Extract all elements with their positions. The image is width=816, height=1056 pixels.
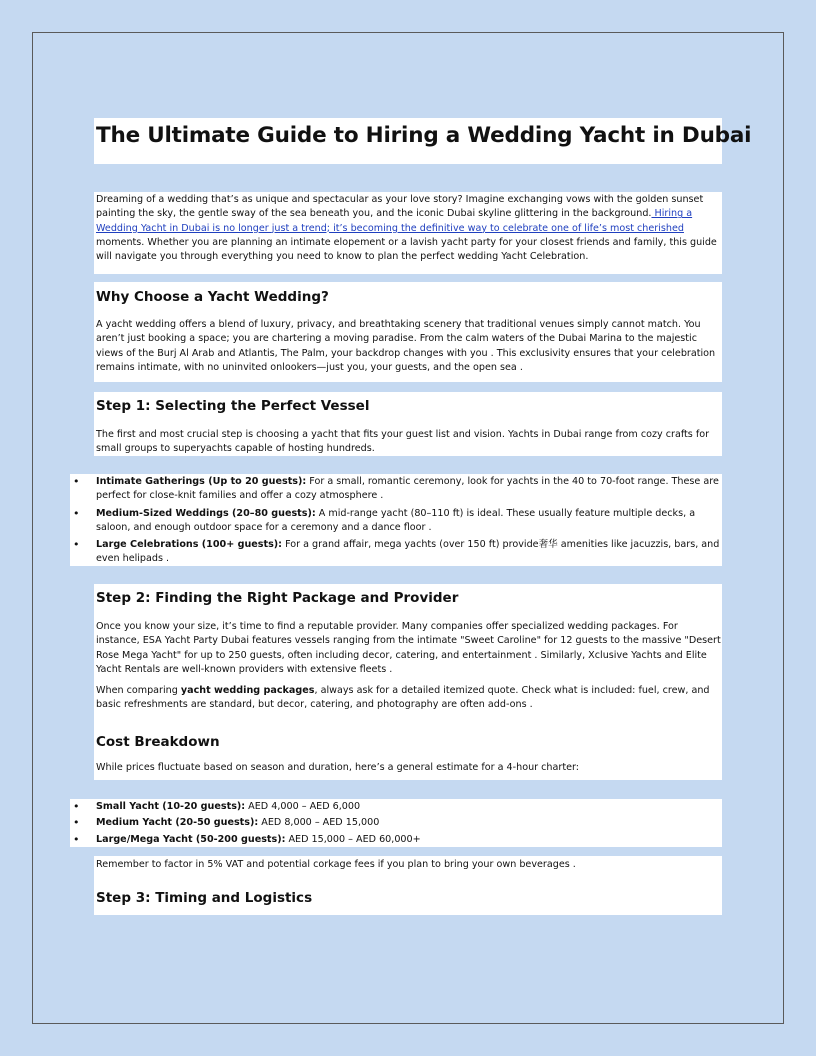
intro-text-before: Dreaming of a wedding that’s as unique and spectacular as your love story? Imagine exchanging vows with the golden sunset painting the sky, the gentle sway of the sea beneath you, and the iconic Dubai skyline glittering in the background. bbox=[96, 194, 704, 220]
cost-list bbox=[70, 799, 722, 847]
list-item: • Medium-Sized Weddings (20–80 guests): A mid-range yacht (80–110 ft) is ideal. These usually feature multiple decks, a saloon, and enough outdoor space for a ceremony and a dance floor . bbox=[73, 506, 696, 533]
step3-heading: Step 3: Timing and Logistics bbox=[96, 890, 313, 907]
why-section bbox=[94, 282, 722, 382]
why-paragraph: A yacht wedding offers a blend of luxury, privacy, and breathtaking scenery that traditional venues simply cannot match. You aren’t just booking a space; you are chartering a moving paradise. From the calm waters of the Dubai Marina to the majestic views of the Burj Al Arab and Atlantis, The Palm, your backdrop changes with you . This exclusivity ensures that your celebration remains intimate, with no uninvited onlookers—just you, your guests, and the open sea . bbox=[96, 319, 716, 373]
step1-paragraph: The first and most crucial step is choosing a yacht that fits your guest list and vision. Yachts in Dubai range from cozy crafts for small groups to superyachts capable of hosting hundreds. bbox=[96, 429, 710, 455]
list-item: • Medium Yacht (20-50 guests): AED 8,000 – AED 15,000 bbox=[73, 816, 380, 830]
step1-heading: Step 1: Selecting the Perfect Vessel bbox=[96, 398, 370, 414]
vessel-list bbox=[70, 474, 722, 566]
cost-note: Remember to factor in 5% VAT and potential corkage fees if you plan to bring your own beverages . bbox=[96, 859, 576, 870]
step3-section bbox=[94, 856, 722, 915]
list-item: • Large/Mega Yacht (50-200 guests): AED 15,000 – AED 60,000+ bbox=[73, 832, 421, 846]
page-title: The Ultimate Guide to Hiring a Wedding Yacht in Dubai bbox=[96, 123, 752, 148]
step2-paragraph-2: When comparing yacht wedding packages, always ask for a detailed itemized quote. Check what is included: fuel, crew, and basic refreshments are standard, but decor, catering, and photography are often add-ons . bbox=[96, 685, 710, 711]
intro-block bbox=[94, 192, 722, 274]
intro-paragraph bbox=[94, 193, 722, 264]
why-heading: Why Choose a Yacht Wedding? bbox=[96, 289, 329, 305]
title-block bbox=[94, 118, 752, 164]
step2-section bbox=[94, 584, 722, 780]
cost-paragraph: While prices fluctuate based on season and duration, here’s a general estimate for a 4-hour charter: bbox=[96, 761, 579, 773]
intro-text-after: moments. Whether you are planning an intimate elopement or a lavish yacht party for your closest friends and family, this guide will navigate you through everything you need to know to plan the perfect wedding Yacht Celebration. bbox=[96, 236, 717, 263]
cost-heading: Cost Breakdown bbox=[96, 733, 220, 750]
step1-section bbox=[94, 392, 722, 456]
list-item: • Intimate Gatherings (Up to 20 guests): For a small, romantic ceremony, look for yachts in the 40 to 70-foot range. These are perfect for close-knit families and offer a cozy atmosphere . bbox=[73, 475, 719, 502]
wedding-yacht-link[interactable]: Hiring a Wedding Yacht in Dubai is no longer just a trend; it’s becoming the definitive way to celebrate one of life’s most cherished bbox=[96, 208, 693, 234]
list-item: • Large Celebrations (100+ guests): For a grand affair, mega yachts (over 150 ft) provide奢华 amenities like jacuzzis, bars, and even helipads . bbox=[73, 538, 720, 565]
step2-paragraph-1: Once you know your size, it’s time to find a reputable provider. Many companies offer specialized wedding packages. For instance, ESA Yacht Party Dubai features vessels ranging from the intimate "Sweet Caroline" for 12 guests to the massive "Desert Rose Mega Yacht" for up to 250 guests, often including decor, catering, and entertainment . Similarly, Xclusive Yachts and Elite Yacht Rentals are well-known providers with extensive fleets . bbox=[96, 621, 721, 675]
list-item: • Small Yacht (10-20 guests): AED 4,000 – AED 6,000 bbox=[73, 800, 361, 813]
step2-heading: Step 2: Finding the Right Package and Provider bbox=[96, 590, 459, 606]
